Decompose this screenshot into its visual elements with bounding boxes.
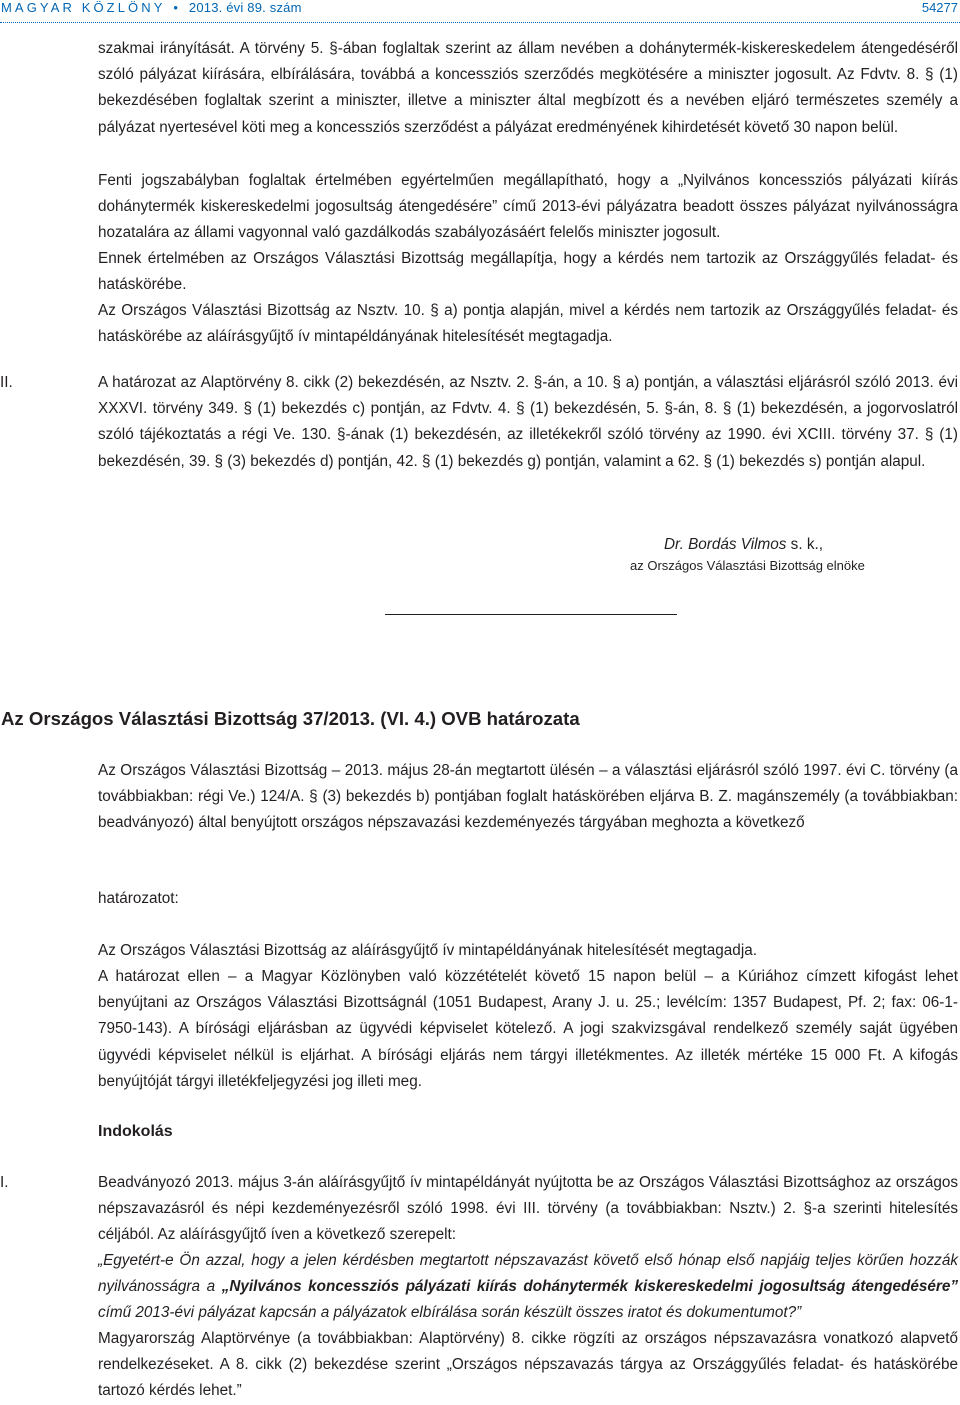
quote-text: „Egyetért-e Ön azzal, hogy a jelen kérdésben megtartott népszavazást követő első hónap első napjáig teljes körűen hozzák nyilvánosságra a (98, 1252, 958, 1296)
paragraph: Az Országos Választási Bizottság az aláírásgyűjtő ív mintapéldányának hitelesítését megtagadja. (98, 942, 757, 959)
paragraph: Ennek értelmében az Országos Választási Bizottság megállapítja, hogy a kérdés nem tartozik az Országgyűlés feladat- és hatáskörébe. (98, 250, 958, 294)
paragraph: Az Országos Választási Bizottság – 2013. május 28-án megtartott ülésén – a választási eljárásról szóló 1997. évi C. törvény (a továbbiakban: régi Ve.) 124/A. § (3) bekezdés b) pontjában foglalt hatáskörében eljárva B. Z. magánszemély (a továbbiakban: beadványozó) által benyújtott országos népszavazási kezdeményezés tárgyában meghozta a következő (98, 762, 958, 832)
signatory-title: az Országos Választási Bizottság elnöke (630, 558, 865, 573)
page-number: 54277 (921, 0, 958, 15)
decision-label: határozatot: (98, 890, 179, 907)
section-marker-ii: II. (0, 374, 13, 391)
decision-heading: Az Országos Választási Bizottság 37/2013. (VI. 4.) OVB határozata (1, 708, 580, 729)
page-header (0, 0, 960, 16)
signatory-name: Dr. Bordás Vilmos (664, 536, 787, 553)
header-bullet: • (173, 0, 179, 15)
paragraph: A határozat az Alaptörvény 8. cikk (2) bekezdésén, az Nsztv. 2. §-án, a 10. § a) pontján, a választási eljárásról szóló 2013. évi XXXVI. törvény 349. § (1) bekezdés c) pontján, az Fdvtv. 4. § (1) bekezdésén, 5. §-án, 8. § (1) bekezdésén, a jogorvoslatról szóló tájékoztatás a régi Ve. 130. §-ának (1) bekezdésén, az illetékekről szóló törvény az 1990. évi XCIII. törvény 37. § (1) bekezdésén, 39. § (3) bekezdés d) pontján, 42. § (1) bekezdés g) pontján, valamint a 62. § (1) bekezdés s) pontján alapul. (98, 374, 958, 470)
signature-line (664, 534, 823, 556)
issue-number: 2013. évi 89. szám (188, 0, 302, 15)
paragraph: szakmai irányítását. A törvény 5. §-ában foglaltak szerint az állam nevében a dohánytermék-kiskereskedelem átengedéséről szóló pályázat kiírására, elbírálására, továbbá a koncessziós szerződés megkötésére a miniszter jogosult. Az Fdvtv. 8. § (1) bekezdésében foglaltak szerint a miniszter, illetve a miniszter által megbízott és a nevében eljáró természetes személy a pályázat nyertesével köti meg a koncessziós szerződést a pályázat eredményének kihirdetését követő 30 napon belül. (98, 40, 958, 136)
paragraph: Az Országos Választási Bizottság az Nsztv. 10. § a) pontja alapján, mivel a kérdés nem tartozik az Országgyűlés feladat- és hatáskörébe az aláírásgyűjtő ív mintapéldányának hitelesítését megtagadja. (98, 302, 958, 346)
header-rule (0, 22, 960, 23)
quote-bold-text: „Nyilvános koncessziós pályázati kiírás dohánytermék kiskereskedelmi jogosultság átengedésére” (221, 1278, 959, 1296)
paragraph: Fenti jogszabályban foglaltak értelmében egyértelműen megállapítható, hogy a „Nyilvános koncessziós pályázati kiírás dohánytermék kiskereskedelmi jogosultság átengedésére” című 2013-évi pályázatra beadott összes pályázat nyilvánosságra hozatalára az állami vagyonnal való gazdálkodás szabályozásáért felelős miniszter jogosult. (98, 172, 958, 242)
section-separator (385, 614, 677, 615)
quoted-question (98, 1248, 958, 1327)
paragraph: Beadványozó 2013. május 3-án aláírásgyűjtő ív mintapéldányát nyújtotta be az Országos Választási Bizottsághoz az országos népszavazásról és népi kezdeményezésről szóló 1998. évi III. törvény (a továbbiakban: Nsztv.) 2. §-a szerinti hitelesítés céljából. Az aláírásgyűjtő íven a következő szerepelt: (98, 1174, 958, 1244)
reasoning-heading: Indokolás (98, 1123, 173, 1140)
header-left (1, 0, 302, 15)
paragraph: Magyarország Alaptörvénye (a továbbiakban: Alaptörvény) 8. cikke rögzíti az országos népszavazásra vonatkozó alapvető rendelkezéseket. A 8. cikk (2) bekezdése szerint „Országos népszavazás tárgya az Országgyűlés feladat- és hatáskörébe tartozó kérdés lehet.” (98, 1330, 958, 1400)
signature-suffix: s. k., (786, 536, 823, 553)
paragraph: A határozat ellen – a Magyar Közlönyben való közzétételét követő 15 napon belül – a Kúriához címzett kifogást lehet benyújtani az Országos Választási Bizottságnál (1051 Budapest, Arany J. u. 25.; levélcím: 1357 Budapest, Pf. 2; fax: 06-1-7950-143). A bírósági eljárásban az ügyvédi képviselet kötelező. A jogi szakvizsgával rendelkező személy saját ügyében ügyvédi képviselet nélkül is eljárhat. A bírósági eljárás nem tárgyi illetékmentes. Az illeték mértéke 15 000 Ft. A kifogás benyújtóját tárgyi illetékfeljegyzési jog illeti meg. (98, 968, 958, 1090)
quote-text: című 2013-évi pályázat kapcsán a pályázatok elbírálása során készült összes iratot és dokumentumot?” (98, 1304, 802, 1322)
section-marker-i: I. (0, 1174, 9, 1191)
publication-title: MAGYAR KÖZLÖNY (1, 0, 166, 15)
